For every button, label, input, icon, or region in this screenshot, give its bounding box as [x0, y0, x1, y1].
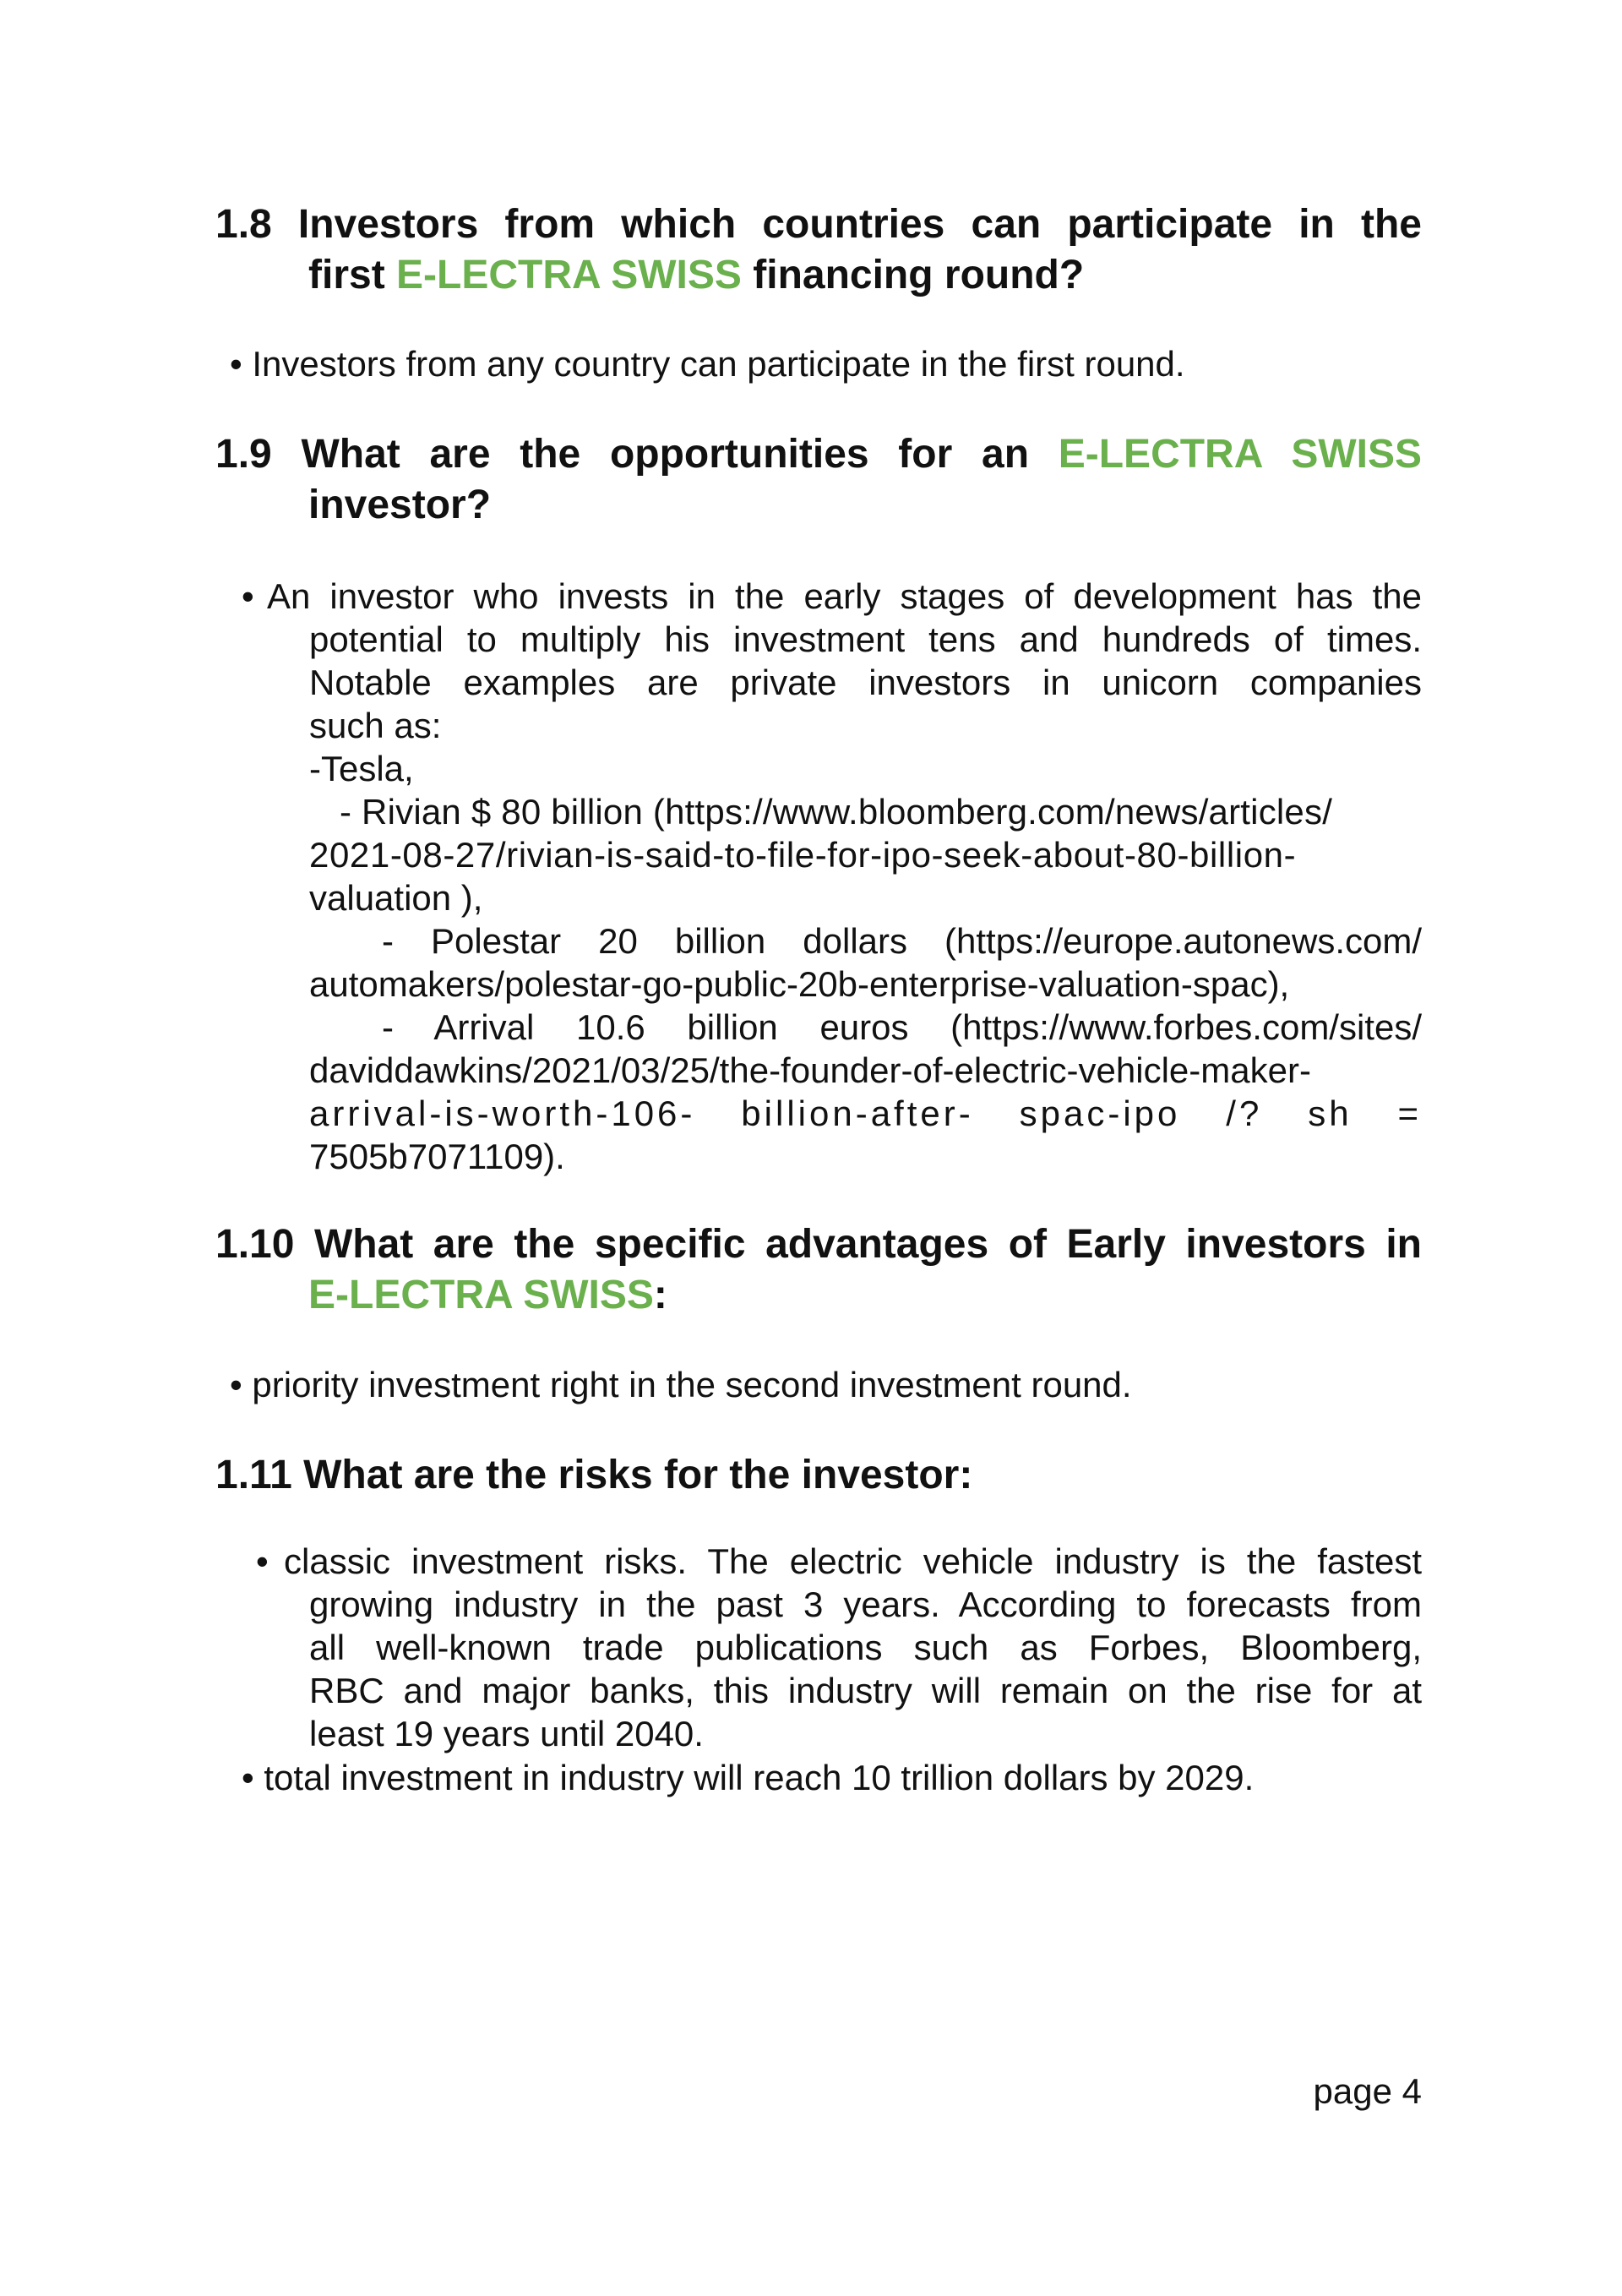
- body-line: daviddawkins/2021/03/25/the-founder-of-electric-vehicle-maker-: [309, 1050, 1311, 1090]
- brand-name: E-LECTRA SWISS: [396, 253, 742, 297]
- body-line: RBC and major banks, this industry will remain on the rise for at: [309, 1671, 1422, 1710]
- section-1-10-title-line2: E-LECTRA SWISS:: [308, 1273, 667, 1317]
- section-1-11-bullet-2: • total investment in industry will reach 10 trillion dollars by 2029.: [242, 1758, 1255, 1797]
- page-number: page 4: [1313, 2071, 1422, 2111]
- body-line: Notable examples are private investors in unicorn companies: [309, 663, 1422, 702]
- bullet-icon: •: [256, 1541, 269, 1581]
- section-1-9-bullet-marker: [242, 575, 254, 618]
- section-1-10-title-line1: 1.10 What are the specific advantages of Early investors in: [215, 1222, 1422, 1267]
- body-line: - Rivian $ 80 billion (https://www.bloomberg.com/news/articles/: [340, 792, 1333, 832]
- body-line: -Tesla,: [309, 749, 414, 788]
- body-line: arrival-is-worth-106- billion-after- spac-ipo /? sh =: [309, 1093, 1422, 1133]
- body-line: - Arrival 10.6 billion euros (https://www.forbes.com/sites/: [382, 1007, 1422, 1047]
- section-1-8-title-line1: 1.8 Investors from which countries can participate in the: [215, 202, 1422, 247]
- section-1-11-title-line1: 1.11 What are the risks for the investor:: [215, 1453, 973, 1497]
- body-line: all well-known trade publications such as Forbes, Bloomberg,: [309, 1628, 1422, 1667]
- body-line: such as:: [309, 706, 442, 745]
- bullet-icon: •: [242, 576, 254, 616]
- body-line: classic investment risks. The electric vehicle industry is the fastest: [284, 1541, 1422, 1581]
- body-line: least 19 years until 2040.: [309, 1714, 704, 1753]
- section-1-9-paragraph-cont: [309, 618, 1422, 1178]
- body-line: 7505b7071109).: [309, 1137, 565, 1176]
- section-1-11-heading: [215, 1450, 1422, 1501]
- brand-name: E-LECTRA SWISS: [1058, 432, 1422, 477]
- body-line: valuation ),: [309, 878, 483, 918]
- bullet-icon: •: [242, 1758, 254, 1797]
- section-1-8-heading: [215, 199, 1422, 301]
- section-1-9-paragraph: [267, 575, 1422, 618]
- section-1-10-bullet: • priority investment right in the second investment round.: [230, 1365, 1132, 1404]
- section-1-8-title-line2: first E-LECTRA SWISS financing round?: [308, 253, 1085, 297]
- body-line: growing industry in the past 3 years. According to forecasts from: [309, 1584, 1422, 1624]
- body-line: automakers/polestar-go-public-20b-enterprise-valuation-spac),: [309, 964, 1290, 1004]
- section-1-9-title-line1: 1.9 What are the opportunities for an E-LECTRA SWISS: [215, 432, 1422, 477]
- section-1-9-heading: [215, 429, 1422, 531]
- section-1-11-paragraph-cont: [309, 1583, 1422, 1755]
- bullet-icon: •: [230, 1365, 242, 1404]
- section-1-9-title-line2: investor?: [308, 483, 492, 527]
- body-line: 2021-08-27/rivian-is-said-to-file-for-ipo-seek-about-80-billion-: [309, 835, 1297, 875]
- section-1-8-bullet: • Investors from any country can participate in the first round.: [230, 344, 1185, 384]
- bullet-icon: •: [230, 344, 242, 384]
- brand-name: E-LECTRA SWISS: [308, 1273, 654, 1317]
- section-1-11-paragraph: [284, 1540, 1422, 1583]
- body-line: potential to multiply his investment tens and hundreds of times.: [309, 619, 1422, 659]
- section-1-10-heading: [215, 1219, 1422, 1321]
- section-1-11-bullet-marker: [256, 1540, 269, 1583]
- body-line: - Polestar 20 billion dollars (https://europe.autonews.com/: [382, 921, 1422, 961]
- body-line: An investor who invests in the early stages of development has the: [267, 576, 1422, 616]
